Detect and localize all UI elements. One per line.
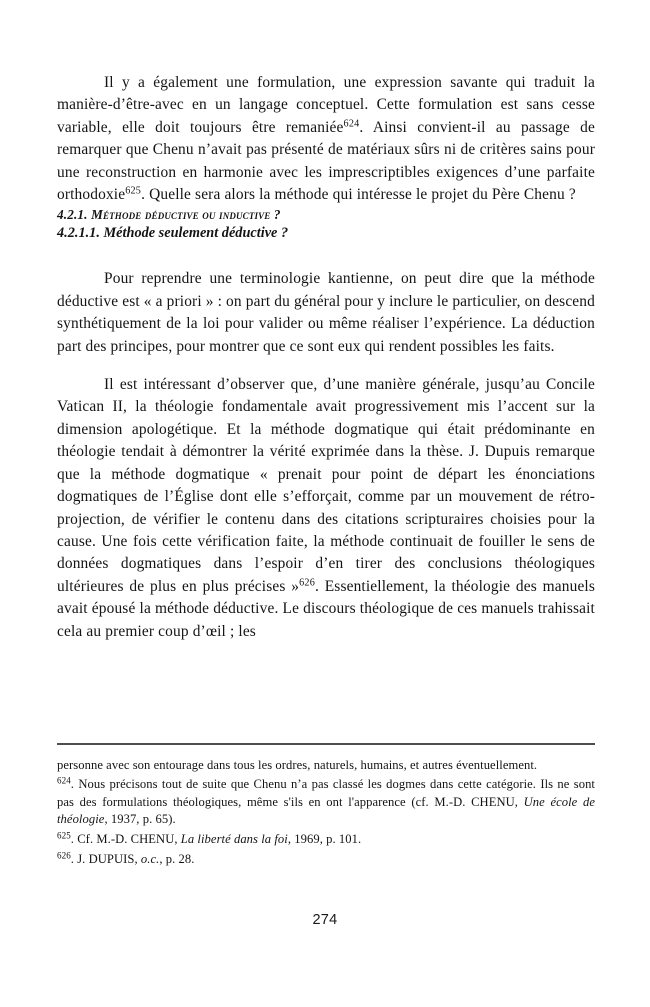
paragraph-2: Pour reprendre une terminologie kantienne, on peut dire que la méthode déductive est « a priori » : on part du général pour y inclure le particulier, on descend synthétiquement de la loi pour valider ou même réaliser l’expérience. La déduction part des principes, pour montrer que ce sont eux qui rendent possibles les faits. [57,270,595,355]
footnote-624-text-a: . Nous précisons tout de suite que Chenu n’a pas classé les dogmes dans cette catégorie. Ils ne sont pas des formulations théologiques, même s'ils en ont l'apparence (cf. M.-D. CHENU, [57,777,595,809]
footnote-625-number: 625 [57,830,71,841]
paragraph-1-segment-b: . Ainsi convient-il au passage de remarquer que Chenu n’avait pas présenté de matériaux sûrs ni de critères sains pour une reconstruction en harmonie avec les imprescriptibles exigences d’une parfaite orthodoxie [57,118,595,204]
footnote-625-title: La liberté dans la foi [180,831,288,846]
paragraph-1 [57,72,595,206]
footnote-area [57,743,595,868]
heading-subsection-4-2-1-1: 4.2.1.1. Méthode seulement déductive ? [57,225,289,242]
footnote-626 [57,851,595,869]
paragraph-1-segment-a: Il y a également une formulation, une expression savante qui traduit la manière-d’être-avec en un langage conceptuel. Cette formulation est sans cesse variable, elle doit toujours être remaniée [57,74,595,136]
footnote-626-abbrev: o.c. [140,851,160,866]
footnote-separator-rule [57,743,595,745]
page-text-column [57,0,595,643]
footnote-reference-625[interactable]: 625 [125,185,142,197]
footnote-625-text-a: . Cf. M.-D. CHENU, [70,831,181,846]
paragraph-3-segment-a: Il est intéressant d’observer que, d’une manière générale, jusqu’au Concile Vatican II, la théologie fondamentale avait progressivement mis l’accent sur la dimension apologétique. Et la méthode dogmatique qui était prédominante en théologie tendait à démontrer la vérité exprimée dans la thèse. J. Dupuis remarque que la méthode dogmatique « prenait pour point de départ les énonciations dogmatiques de l’Église dont elle s’efforçait, comme par un mouvement de rétro-projection, de vérifier le contenu dans des citations scripturaires choisies pour la cause. Une fois cette vérification faite, la méthode continuait de fouiller le sens de données dogmatiques dans l’espoir d’en tirer des conclusions théologiques ultérieures de plus en plus précises » [57,376,595,595]
footnote-624 [57,776,595,829]
footnote-624-title: Une école de théologie [57,794,595,827]
footnote-626-text-a: . J. DUPUIS, [70,851,141,866]
footnote-625 [57,831,595,849]
footnote-626-number: 626 [57,850,71,861]
paragraph-3 [57,374,595,643]
footnote-continuation: personne avec son entourage dans tous les ordres, naturels, humains, et autres éventuellement. [57,757,538,772]
heading-section-4-2-1: 4.2.1. Méthode déductive ou inductive ? [57,207,281,223]
body-text-block [57,72,595,206]
footnote-625-text-b: , 1969, p. 101. [287,831,362,846]
paragraph-3-segment-b: . Essentiellement, la théologie des manuels avait épousé la méthode déductive. Le discours théologique de ces manuels trahissait cela au premier coup d’œil ; les [57,577,595,640]
footnote-624-text-b: , 1937, p. 65). [104,812,176,827]
body-text-block-2 [57,268,595,643]
paragraph-1-segment-c: . Quelle sera alors la méthode qui intéresse le projet du Père Chenu ? [141,186,576,204]
page-number-folio: 274 [312,912,338,928]
footnote-reference-626[interactable]: 626 [299,577,315,589]
footnote-626-text-b: , p. 28. [159,851,195,866]
footnote-reference-624[interactable]: 624 [343,118,360,130]
footnote-624-number: 624 [57,775,71,786]
